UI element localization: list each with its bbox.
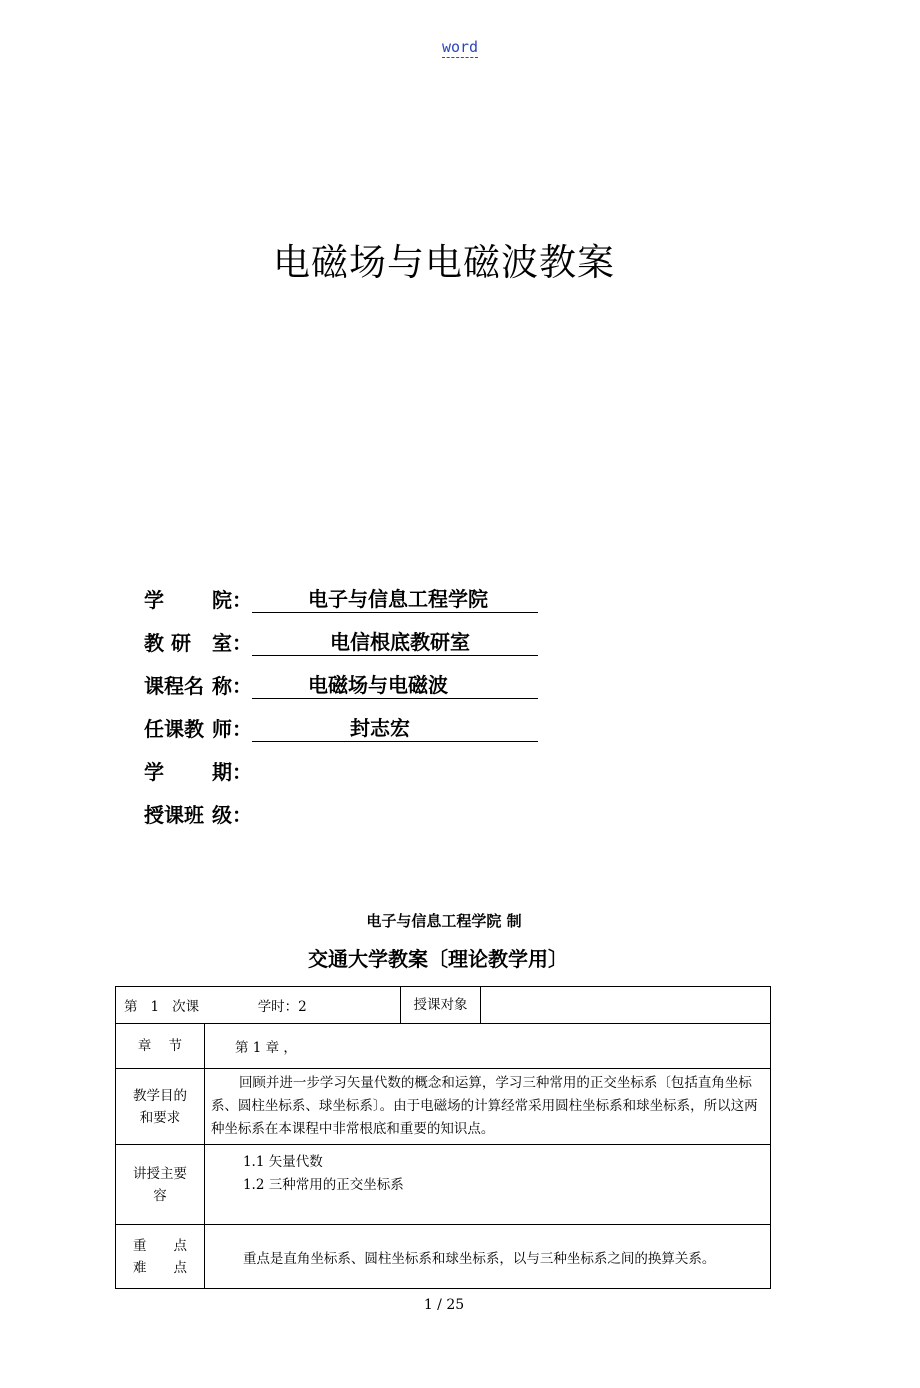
info-row-course (144, 669, 538, 699)
header-word-link[interactable]: word (441, 38, 479, 56)
table-row-key-points (116, 1225, 771, 1289)
table-row-goals (116, 1069, 771, 1145)
table-row-chapter (116, 1024, 771, 1069)
info-label: 学 院： (144, 588, 252, 612)
session-prefix: 第 (124, 999, 138, 1015)
info-row-college (144, 583, 538, 613)
info-label: 课程名 称： (144, 674, 252, 698)
goals-value: 回顾并进一步学习矢量代数的概念和运算，学习三种常用的正交坐标系〔包括直角坐标系、圆柱坐标系、球坐标系〕。由于电磁场的计算经常采用圆柱坐标系和球坐标系，所以这两种坐标系在本课程中非常根底和重要的知识点。 (204, 1069, 770, 1145)
info-row-teacher (144, 712, 538, 742)
key-label: 重 点 难 点 (116, 1225, 205, 1289)
info-value-course: 电磁场与电磁波 (252, 672, 538, 699)
info-row-department (144, 626, 538, 656)
session-number: 1 (150, 999, 160, 1015)
page-number: 1 / 25 (423, 1297, 465, 1313)
info-value-department: 电信根底教研室 (252, 629, 538, 656)
key-value: 重点是直角坐标系、圆柱坐标系和球坐标系，以与三种坐标系之间的换算关系。 (204, 1225, 770, 1289)
chapter-value: 第 1 章 ， (204, 1024, 770, 1069)
content-label: 讲授主要 容 (116, 1145, 205, 1225)
session-suffix: 次课 (172, 999, 200, 1015)
table-row-session (116, 987, 771, 1024)
info-value-college: 电子与信息工程学院 (252, 586, 538, 613)
content-value (204, 1145, 770, 1225)
table-row-content (116, 1145, 771, 1225)
table-title: 交通大学教案〔理论教学用〕 (308, 947, 568, 971)
info-label: 授课班 级： (144, 803, 252, 827)
document-title: 电磁场与电磁波教案 (273, 241, 615, 284)
info-label: 学 期： (144, 760, 252, 784)
info-row-semester (144, 755, 252, 785)
session-cell (116, 987, 401, 1024)
maker-line: 电子与信息工程学院 制 (366, 912, 522, 930)
info-label: 教 研 室： (144, 631, 252, 655)
hours: 学时：2 (257, 999, 307, 1015)
lesson-plan-table (115, 986, 771, 1289)
chapter-label: 章 节 (116, 1024, 205, 1069)
info-value-teacher: 封志宏 (252, 715, 538, 742)
info-row-class (144, 798, 252, 828)
audience-label: 授课对象 (400, 987, 481, 1024)
content-item: 1.2 三种常用的正交坐标系 (242, 1177, 404, 1193)
info-label: 任课教 师： (144, 717, 252, 741)
audience-value (481, 987, 771, 1024)
goals-label: 教学目的 和要求 (116, 1069, 205, 1145)
content-item: 1.1 矢量代数 (242, 1154, 323, 1170)
